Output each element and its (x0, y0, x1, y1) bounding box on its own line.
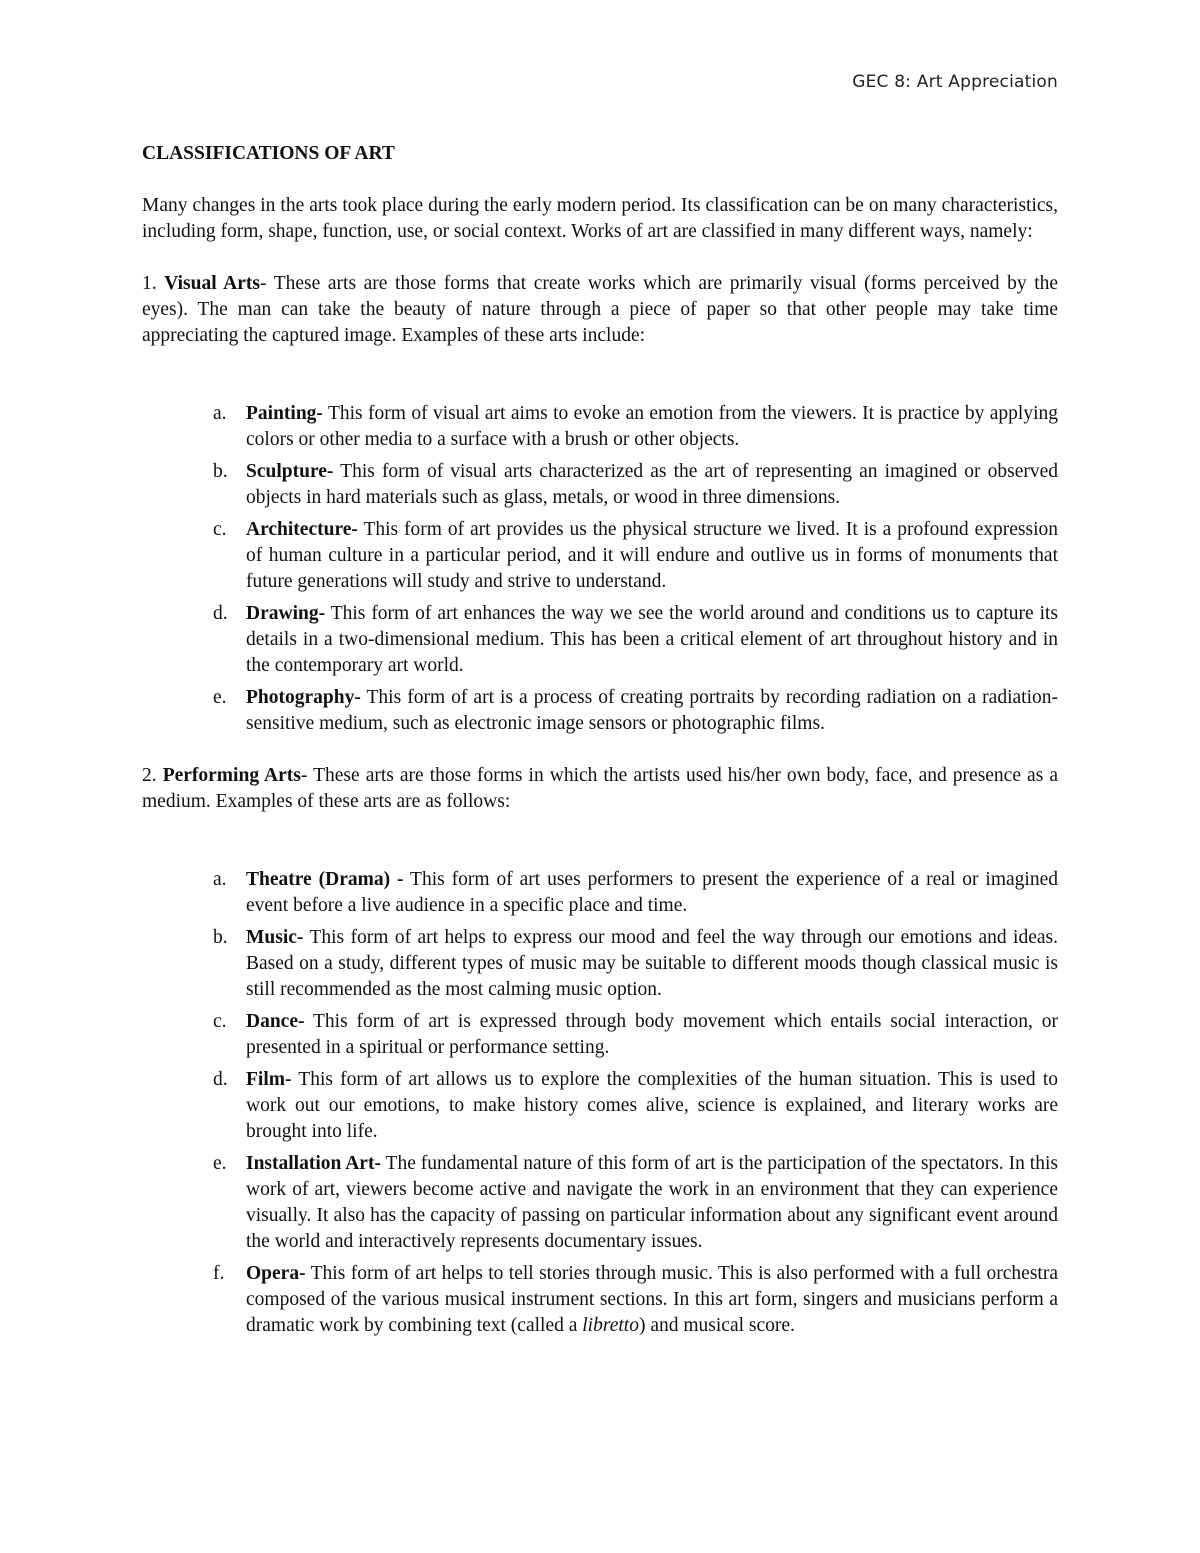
list-text: This form of visual arts characterized as the art of representing an imagined or observed objects in hard materials such as glass, metals, or wood in three dimensions. (246, 461, 1058, 508)
section-term: Performing Arts (162, 765, 301, 786)
list-term: Painting- (246, 403, 323, 424)
section-term: Visual Arts (164, 273, 260, 294)
list-item-music (142, 925, 1058, 1003)
list-text: This form of art is expressed through body movement which entails social interaction, or presented in a spiritual or performance setting. (246, 1011, 1058, 1058)
list-term: Drawing- (246, 603, 326, 624)
list-term: Sculpture- (246, 461, 334, 482)
running-header: GEC 8: Art Appreciation (852, 72, 1058, 92)
visual-arts-list (142, 401, 1058, 737)
list-term: Theatre (Drama) - (246, 869, 404, 890)
section-performing-arts (142, 763, 1058, 815)
section-number: 2. (142, 765, 157, 786)
performing-arts-list (142, 867, 1058, 1339)
list-text: This form of art enhances the way we see the world around and conditions us to capture its details in a two-dimensional medium. This has been a critical element of art throughout history and in the contemporary art world. (246, 603, 1058, 676)
list-term: Architecture- (246, 519, 358, 540)
section-text: These arts are those forms that create works which are primarily visual (forms perceived by the eyes). The man can take the beauty of nature through a piece of paper so that other people may take time appreciating the captured image. Examples of these arts include: (142, 273, 1059, 346)
section-text: These arts are those forms in which the artists used his/her own body, face, and presence as a medium. Examples of these arts are as follows: (142, 765, 1059, 812)
list-item-installation-art (142, 1151, 1058, 1255)
list-text: The fundamental nature of this form of art is the participation of the spectators. In this work of art, viewers become active and navigate the work in an environment that they can experience visually. It also has the capacity of passing on particular information about any significant event around the world and interactively represents documentary issues. (246, 1153, 1058, 1252)
list-letter: a. (213, 869, 227, 890)
list-item-theatre (142, 867, 1058, 919)
list-letter: e. (213, 687, 227, 708)
list-term: Opera- (246, 1263, 306, 1284)
document-body (142, 141, 1058, 1365)
list-text-before: This form of art helps to tell stories through music. This is also performed with a full orchestra composed of the various musical instrument sections. In this art form, singers and musicians perform a dramatic work by combining text (called a (246, 1263, 1058, 1336)
list-letter: a. (213, 403, 227, 424)
list-item-sculpture (142, 459, 1058, 511)
list-item-painting (142, 401, 1058, 453)
list-term: Film- (246, 1069, 292, 1090)
list-item-drawing (142, 601, 1058, 679)
section-dash: - (259, 273, 267, 294)
list-term: Photography- (246, 687, 361, 708)
list-item-dance (142, 1009, 1058, 1061)
intro-paragraph: Many changes in the arts took place during the early modern period. Its classification can be on many characteristics, including form, shape, function, use, or social context. Works of art are classified in many different ways, namely: (142, 195, 1058, 242)
list-letter: b. (213, 927, 228, 948)
list-item-opera (142, 1261, 1058, 1339)
page-title: CLASSIFICATIONS OF ART (142, 143, 395, 164)
section-visual-arts (142, 271, 1058, 349)
list-text: This form of visual art aims to evoke an emotion from the viewers. It is practice by applying colors or other media to a surface with a brush or other objects. (246, 403, 1058, 450)
list-letter: d. (213, 1069, 228, 1090)
list-text: This form of art provides us the physical structure we lived. It is a profound expression of human culture in a particular period, and it will endure and outlive us in forms of monuments that future generations will study and strive to understand. (246, 519, 1058, 592)
list-letter: f. (213, 1263, 225, 1284)
list-term: Installation Art- (246, 1153, 381, 1174)
list-text-after: ) and musical score. (638, 1315, 795, 1336)
section-dash: - (300, 765, 308, 786)
list-text: This form of art helps to express our mood and feel the way through our emotions and ideas. Based on a study, different types of music may be suitable to different moods though classical music is still recommended as the most calming music option. (246, 927, 1058, 1000)
list-text: This form of art is a process of creating portraits by recording radiation on a radiation-sensitive medium, such as electronic image sensors or photographic films. (246, 687, 1058, 734)
list-letter: e. (213, 1153, 227, 1174)
list-letter: c. (213, 1011, 227, 1032)
section-number: 1. (142, 273, 157, 294)
list-letter: d. (213, 603, 228, 624)
list-text: This form of art uses performers to present the experience of a real or imagined event before a live audience in a specific place and time. (246, 869, 1058, 916)
list-item-architecture (142, 517, 1058, 595)
list-letter: b. (213, 461, 228, 482)
list-term: Music- (246, 927, 304, 948)
list-item-film (142, 1067, 1058, 1145)
list-italic-term: libretto (582, 1315, 639, 1336)
list-letter: c. (213, 519, 227, 540)
list-term: Dance- (246, 1011, 305, 1032)
list-item-photography (142, 685, 1058, 737)
list-text: This form of art allows us to explore the complexities of the human situation. This is used to work out our emotions, to make history comes alive, science is explained, and literary works are brought into life. (246, 1069, 1058, 1142)
